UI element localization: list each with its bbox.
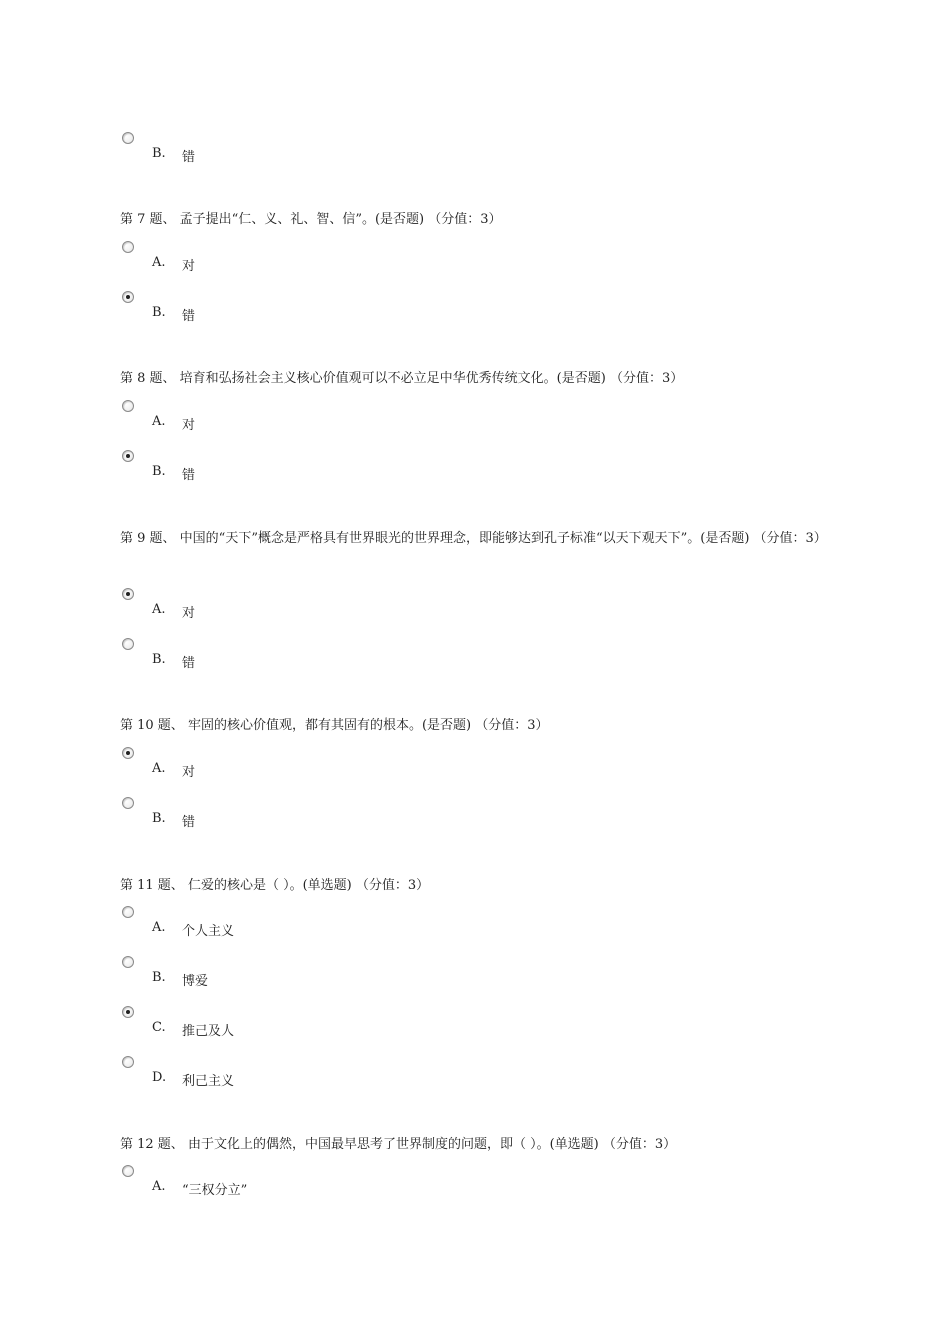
question-8-title: 第 8 题、 培育和弘扬社会主义核心价值观可以不必立足中华优秀传统文化。(是否题) （分值：3） — [120, 371, 684, 386]
radio-button[interactable] — [122, 400, 134, 412]
option-letter: B. — [152, 305, 166, 320]
option-text: 对 — [182, 765, 196, 780]
option-text: 个人主义 — [182, 924, 235, 939]
q9-option-b[interactable] — [120, 638, 420, 678]
option-text: 对 — [182, 606, 196, 621]
option-text: 推己及人 — [182, 1024, 235, 1039]
question-12-title: 第 12 题、 由于文化上的偶然，中国最早思考了世界制度的问题，即（ ）。(单选题) （分值：3） — [120, 1137, 677, 1152]
q10-option-b[interactable] — [120, 797, 420, 837]
q8-option-b[interactable] — [120, 450, 420, 490]
q8-option-a[interactable] — [120, 400, 420, 440]
option-text: “三权分立” — [182, 1183, 248, 1198]
option-letter: C. — [152, 1020, 166, 1035]
radio-button-selected[interactable] — [122, 588, 134, 600]
q11-option-d[interactable] — [120, 1056, 420, 1096]
q10-option-a[interactable] — [120, 747, 420, 787]
question-9-title: 第 9 题、 中国的“天下”概念是严格具有世界眼光的世界理念，即能够达到孔子标准“以天下观天下”。(是否题) （分值：3） — [120, 531, 827, 546]
option-text: 错 — [182, 150, 196, 165]
option-text: 错 — [182, 815, 196, 830]
radio-button[interactable] — [122, 132, 134, 144]
radio-button[interactable] — [122, 638, 134, 650]
option-text: 错 — [182, 656, 196, 671]
option-letter: A. — [152, 920, 166, 935]
option-letter: D. — [152, 1070, 167, 1085]
option-letter: A. — [152, 255, 166, 270]
q11-option-b[interactable] — [120, 956, 420, 996]
option-letter: A. — [152, 1179, 166, 1194]
radio-button[interactable] — [122, 956, 134, 968]
q7-option-a[interactable] — [120, 241, 420, 281]
option-letter: B. — [152, 811, 166, 826]
option-letter: B. — [152, 464, 166, 479]
option-text: 对 — [182, 418, 196, 433]
radio-button[interactable] — [122, 797, 134, 809]
q12-option-a[interactable] — [120, 1165, 420, 1205]
radio-button-selected[interactable] — [122, 1006, 134, 1018]
option-text: 错 — [182, 309, 196, 324]
q11-option-c[interactable] — [120, 1006, 420, 1046]
q11-option-a[interactable] — [120, 906, 420, 946]
q7-option-b[interactable] — [120, 291, 420, 331]
option-text: 博爱 — [182, 974, 209, 989]
option-letter: A. — [152, 602, 166, 617]
option-text: 对 — [182, 259, 196, 274]
q9-option-a[interactable] — [120, 588, 420, 628]
question-10-title: 第 10 题、 牢固的核心价值观，都有其固有的根本。(是否题) （分值：3） — [120, 718, 549, 733]
option-text: 错 — [182, 468, 196, 483]
q6-option-b[interactable] — [120, 132, 420, 172]
option-letter: A. — [152, 414, 166, 429]
radio-button[interactable] — [122, 1056, 134, 1068]
option-letter: B. — [152, 652, 166, 667]
option-letter: B. — [152, 970, 166, 985]
radio-button-selected[interactable] — [122, 450, 134, 462]
radio-button[interactable] — [122, 1165, 134, 1177]
option-letter: B. — [152, 146, 166, 161]
option-letter: A. — [152, 761, 166, 776]
radio-button-selected[interactable] — [122, 747, 134, 759]
question-7-title: 第 7 题、 孟子提出“仁、义、礼、智、信”。(是否题) （分值：3） — [120, 212, 502, 227]
question-11-title: 第 11 题、 仁爱的核心是（ ）。(单选题) （分值：3） — [120, 878, 430, 893]
radio-button[interactable] — [122, 906, 134, 918]
option-text: 利己主义 — [182, 1074, 235, 1089]
radio-button[interactable] — [122, 241, 134, 253]
radio-button-selected[interactable] — [122, 291, 134, 303]
